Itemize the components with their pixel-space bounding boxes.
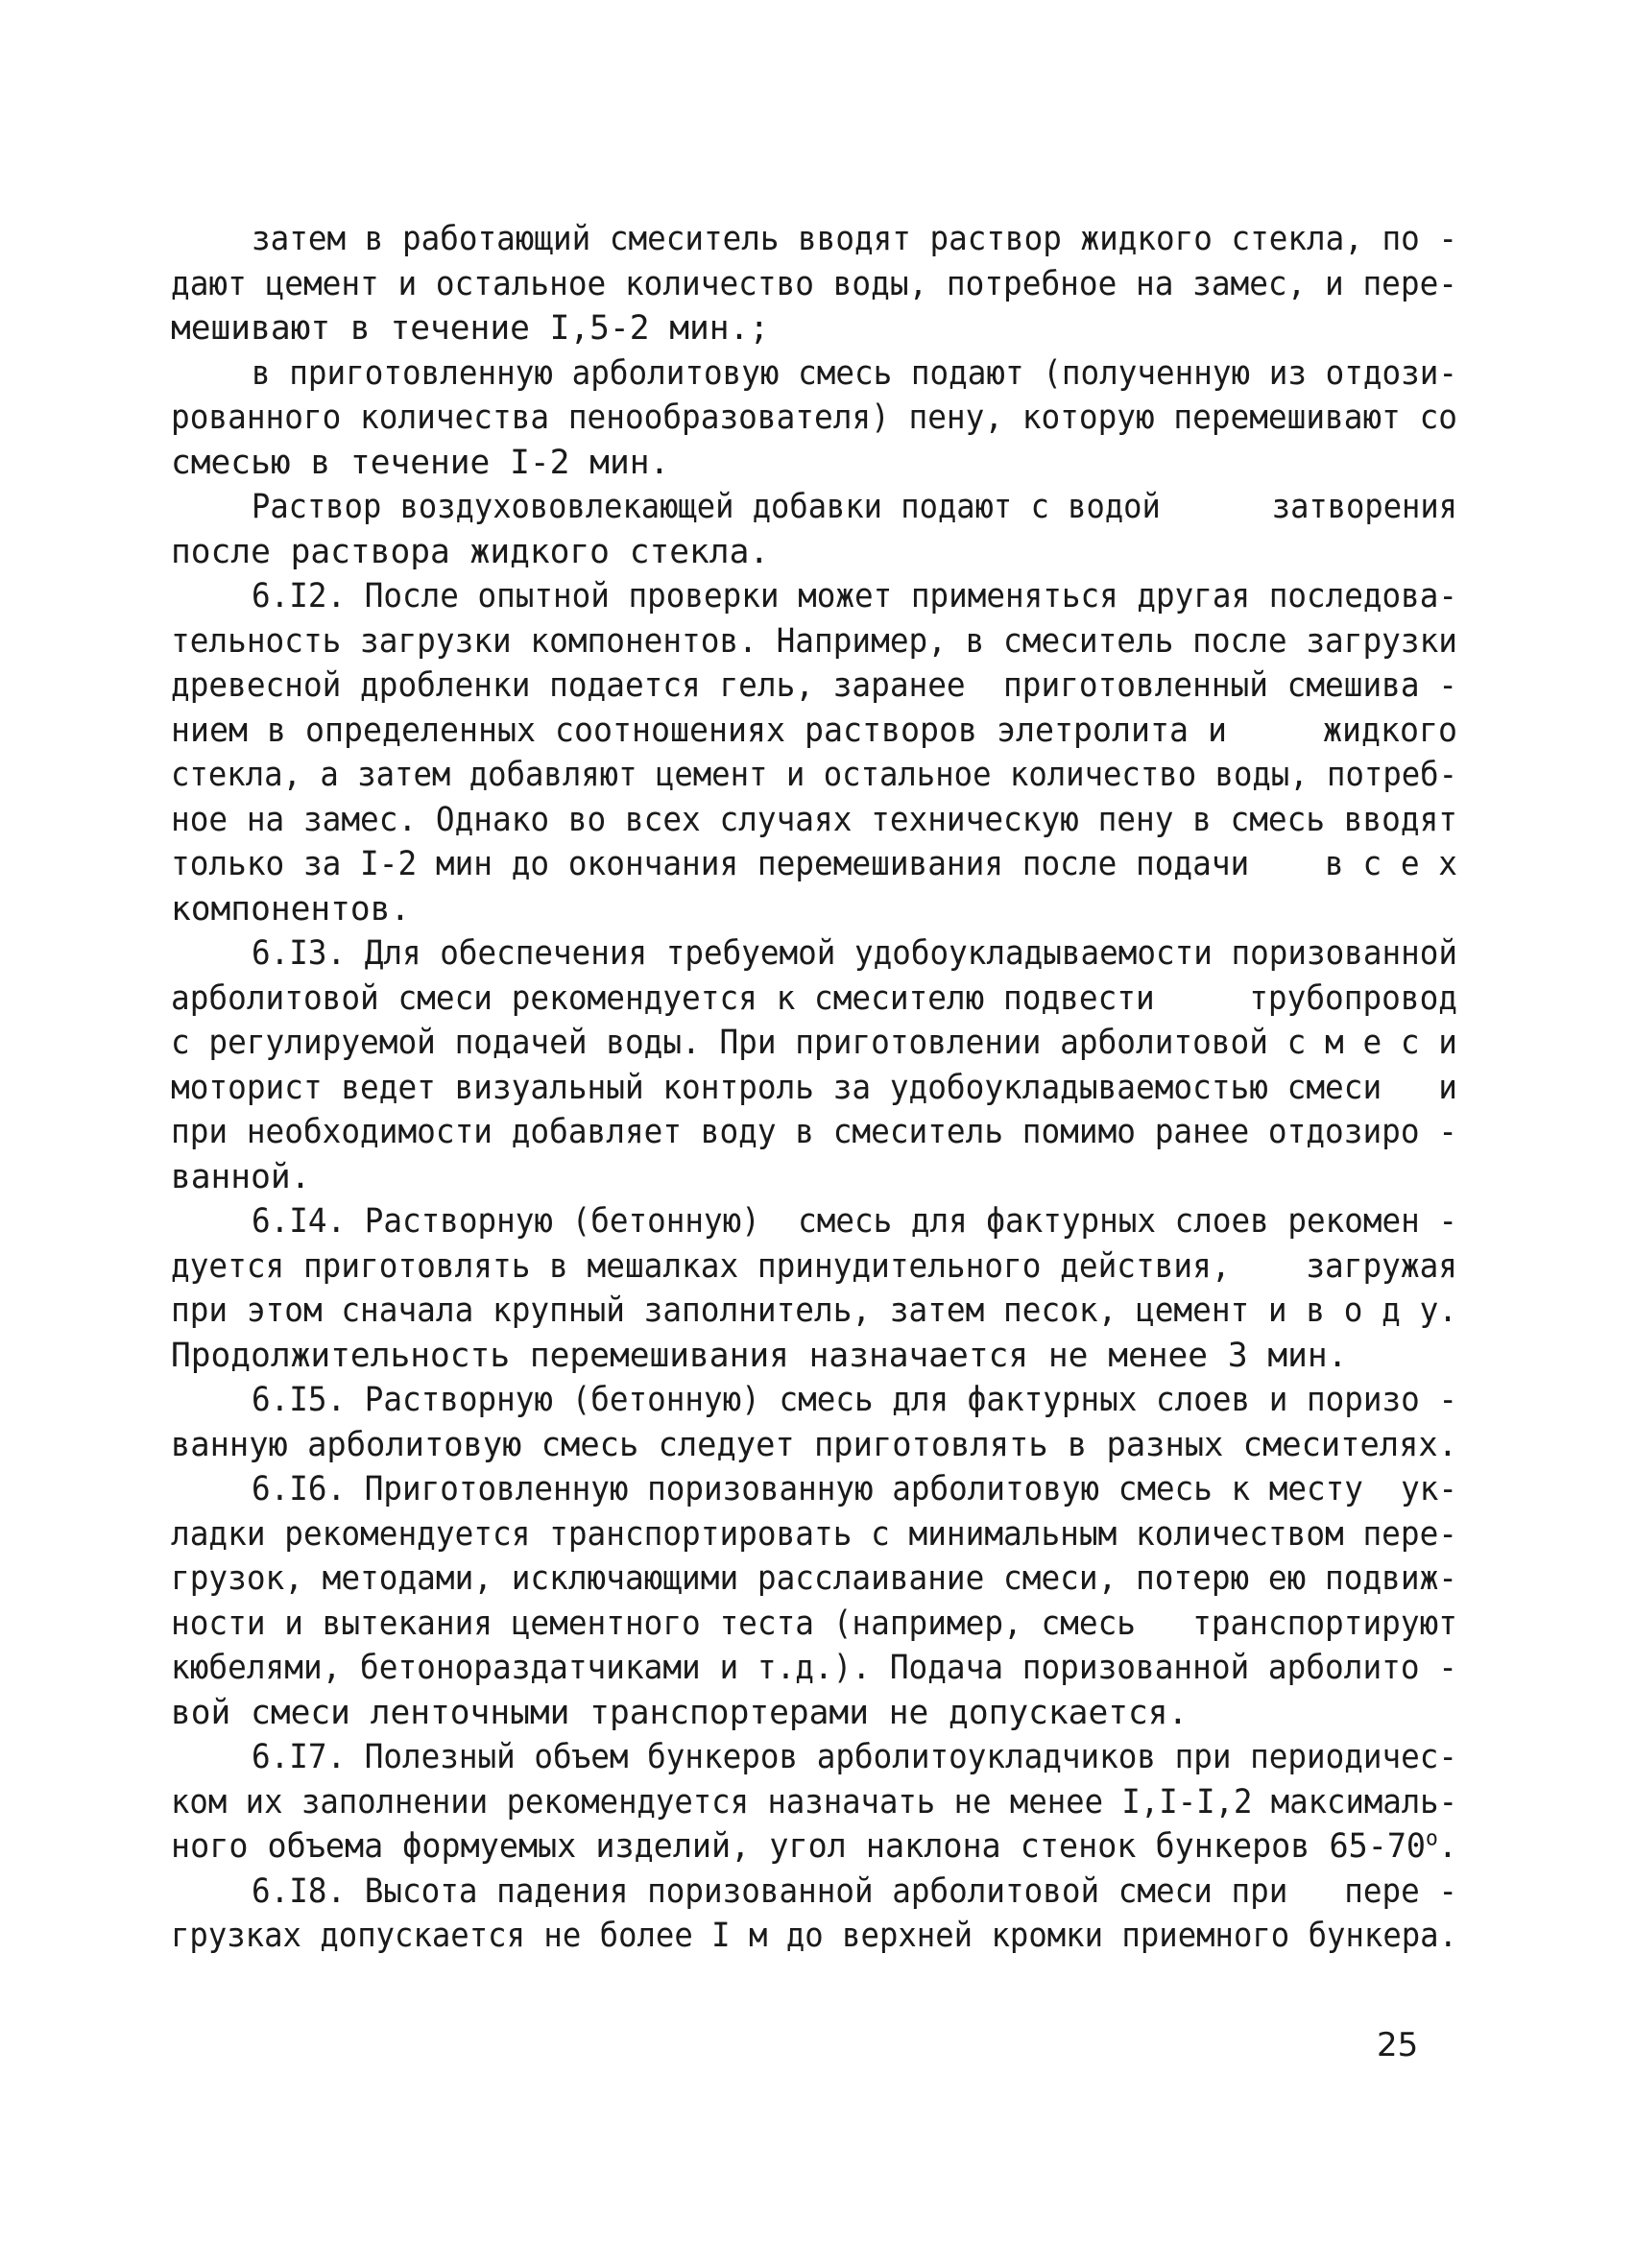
text-line-content: 6.I8. Высота падения поризованной арболитовой смеси при пере - xyxy=(252,1871,1457,1911)
text-line-content: ное на замес. Однако во всех случаях техническую пену в смесь вводят xyxy=(171,800,1457,839)
text-line-content: смесью в течение I-2 мин. xyxy=(171,443,670,482)
text-line xyxy=(171,441,1457,486)
text-line-content: Продолжительность перемешивания назначается не менее 3 мин. xyxy=(171,1336,1348,1375)
text-line xyxy=(171,1735,1457,1780)
text-line-content: нием в определенных соотношениях растворов элетролита и жидкого xyxy=(171,711,1457,750)
text-line xyxy=(171,1691,1457,1736)
text-line xyxy=(171,1066,1457,1111)
text-line-content: грузках допускается не более I м до верхней кромки приемного бункера. xyxy=(171,1917,1457,1955)
text-line-content: ком их заполнении рекомендуется назначать не менее I,I-I,2 максималь- xyxy=(171,1782,1457,1822)
text-line-content: ладки рекомендуется транспортировать с минимальным количеством пере- xyxy=(171,1514,1457,1554)
text-line xyxy=(171,1155,1457,1200)
text-line xyxy=(171,798,1457,843)
text-line xyxy=(171,1512,1457,1557)
text-line xyxy=(171,1378,1457,1423)
text-line-content: 6.I4. Растворную (бетонную) смесь для фактурных слоев рекомен - xyxy=(252,1202,1457,1241)
text-line xyxy=(171,709,1457,754)
text-line xyxy=(171,619,1457,664)
text-line xyxy=(171,262,1457,307)
text-line xyxy=(171,1914,1457,1959)
text-line-content: 6.I3. Для обеспечения требуемой удобоукладываемости поризованной xyxy=(252,934,1457,973)
text-line xyxy=(171,1870,1457,1915)
text-line-content: после раствора жидкого стекла. xyxy=(171,532,770,571)
text-line xyxy=(171,485,1457,530)
text-line xyxy=(171,1646,1457,1691)
text-line-content: мешивают в течение I,5-2 мин.; xyxy=(171,309,770,348)
text-line xyxy=(171,1244,1457,1290)
text-line-content: с регулируемой подачей воды. При приготовлении арболитовой с м е с и xyxy=(171,1024,1457,1062)
text-line xyxy=(171,1110,1457,1155)
text-line-content: кюбелями, бетонораздатчиками и т.д.). Подача поризованной арболито - xyxy=(171,1649,1457,1687)
text-line-content: 6.I2. После опытной проверки может применяться другая последова- xyxy=(252,577,1457,615)
text-line xyxy=(171,1780,1457,1825)
text-line-content: дают цемент и остальное количество воды, потребное на замес, и пере- xyxy=(171,264,1457,303)
text-line-content: только за I-2 мин до окончания перемешивания после подачи в с е х xyxy=(171,845,1457,883)
text-line-content: грузок, методами, исключающими расслаивание смеси, потерю ею подвиж- xyxy=(171,1559,1457,1598)
text-line-content: в приготовленную арболитовую смесь подают (полученную из отдози- xyxy=(252,353,1457,393)
text-line xyxy=(171,977,1457,1022)
text-line-content: тельность загрузки компонентов. Например, в смеситель после загрузки xyxy=(171,621,1457,661)
text-line-content: при этом сначала крупный заполнитель, затем песок, цемент и в о д у. xyxy=(171,1291,1457,1330)
text-line-content: древесной дробленки подается гель, заранее приготовленный смешива - xyxy=(171,666,1457,705)
text-line xyxy=(171,1423,1457,1468)
text-line xyxy=(171,217,1457,262)
text-line xyxy=(171,351,1457,397)
text-line-content: при необходимости добавляет воду в смеситель помимо ранее отдозиро - xyxy=(171,1113,1457,1151)
text-line-content: ного объема формуемых изделий, угол наклона стенок бункеров 65-70 xyxy=(171,1827,1427,1866)
text-line xyxy=(171,931,1457,977)
text-line-content: вой смеси ленточными транспортерами не допускается. xyxy=(171,1693,1189,1732)
text-line-content: затем в работающий смеситель вводят раствор жидкого стекла, по - xyxy=(252,220,1457,258)
text-line-content: 6.I7. Полезный объем бункеров арболитоукладчиков при периодичес- xyxy=(252,1738,1457,1776)
text-line xyxy=(171,887,1457,932)
text-line xyxy=(171,753,1457,798)
page-number: 25 xyxy=(1377,2026,1419,2064)
text-line xyxy=(171,1467,1457,1512)
text-line xyxy=(171,1334,1457,1379)
text-line xyxy=(171,396,1457,441)
text-line-content: дуется приготовлять в мешалках принудительного действия, загружая xyxy=(171,1246,1457,1286)
text-line-content: рованного количества пенообразователя) пену, которую перемешивают со xyxy=(171,398,1457,437)
text-line-content: ванную арболитовую смесь следует приготовлять в разных смесителях. xyxy=(171,1425,1457,1464)
text-line xyxy=(171,1021,1457,1066)
text-line-tail: . xyxy=(1437,1827,1457,1866)
text-line-content: компонентов. xyxy=(171,889,411,929)
text-line xyxy=(171,530,1457,575)
text-line-content: 6.I5. Растворную (бетонную) смесь для фактурных слоев и поризо - xyxy=(252,1381,1457,1419)
text-line xyxy=(171,1824,1457,1870)
text-line-content: арболитовой смеси рекомендуется к смесителю подвести трубопровод xyxy=(171,978,1457,1018)
text-line-content: моторист ведет визуальный контроль за удобоукладываемостью смеси и xyxy=(171,1068,1457,1107)
text-line-content: 6.I6. Приготовленную поризованную арболитовую смесь к месту ук- xyxy=(252,1470,1457,1508)
text-line-content: стекла, а затем добавляют цемент и остальное количество воды, потреб- xyxy=(171,756,1457,794)
degree-superscript: о xyxy=(1426,1826,1438,1851)
text-line xyxy=(171,842,1457,887)
text-line xyxy=(171,306,1457,351)
text-line xyxy=(171,574,1457,619)
text-line xyxy=(171,664,1457,709)
text-line-content: ванной. xyxy=(171,1157,311,1196)
text-line-content: ности и вытекания цементного теста (например, смесь транспортируют xyxy=(171,1604,1457,1643)
text-line-content: Раствор воздухововлекающей добавки подают с водой затворения xyxy=(252,488,1457,526)
text-line xyxy=(171,1556,1457,1602)
text-line xyxy=(171,1602,1457,1647)
document-body xyxy=(171,217,1457,1959)
text-line xyxy=(171,1199,1457,1244)
text-line xyxy=(171,1289,1457,1334)
